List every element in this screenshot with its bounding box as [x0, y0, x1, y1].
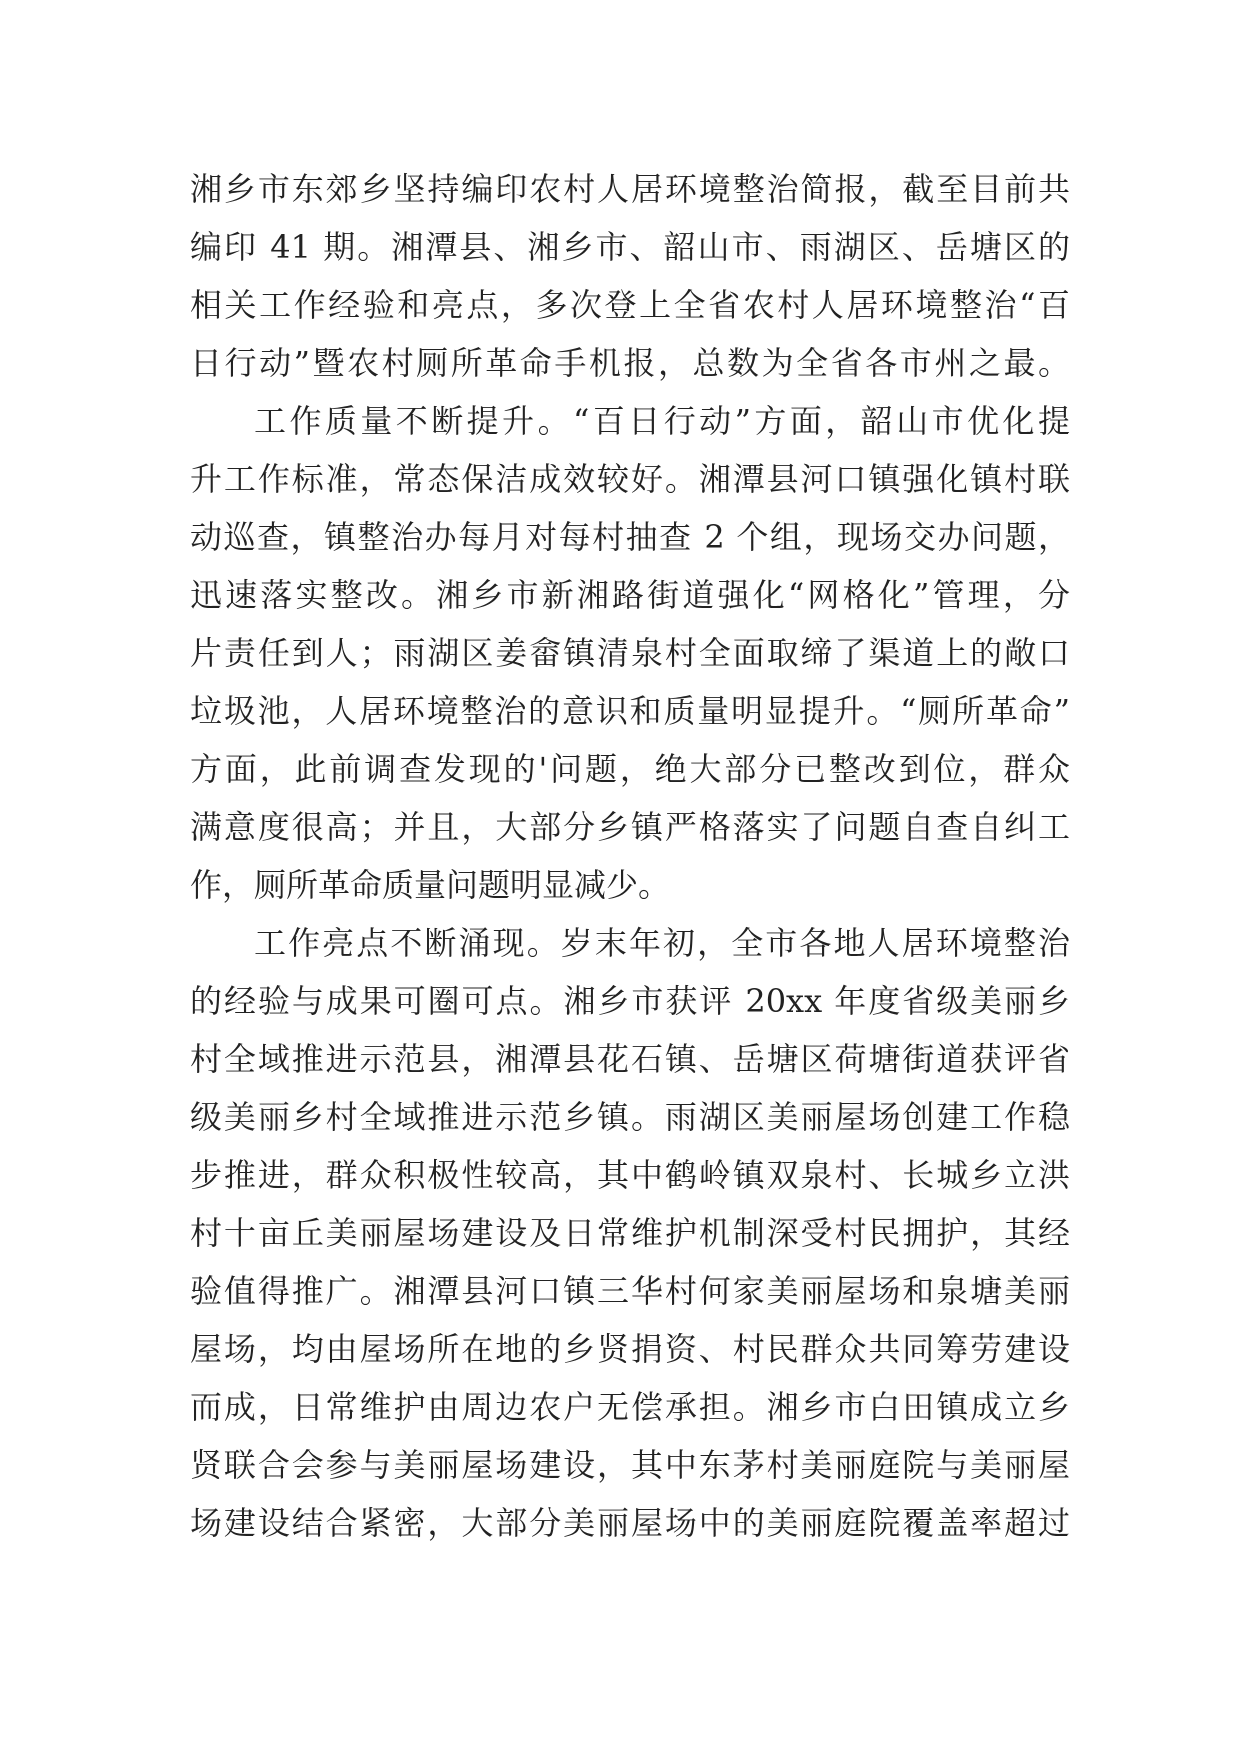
text-line: 验值得推广。湘潭县河口镇三华村何家美丽屋场和泉塘美丽 [190, 1272, 1070, 1310]
text-line: 村全域推进示范县，湘潭县花石镇、岳塘区荷塘街道获评省 [190, 1040, 1070, 1078]
text-line: 日行动”暨农村厕所革命手机报，总数为全省各市州之最。 [190, 344, 1070, 382]
text-line: 贤联合会参与美丽屋场建设，其中东茅村美丽庭院与美丽屋 [190, 1446, 1070, 1484]
text-line: 升工作标准，常态保洁成效较好。湘潭县河口镇强化镇村联 [190, 460, 1070, 498]
text-line: 垃圾池，人居环境整治的意识和质量明显提升。“厕所革命” [190, 692, 1070, 730]
text-line: 满意度很高；并且，大部分乡镇严格落实了问题自查自纠工 [190, 808, 1070, 846]
text-line: 的经验与成果可圈可点。湘乡市获评 20xx 年度省级美丽乡 [190, 982, 1070, 1020]
text-line: 方面，此前调查发现的'问题，绝大部分已整改到位，群众 [190, 750, 1070, 788]
text-line: 动巡查，镇整治办每月对每村抽查 2 个组，现场交办问题， [190, 518, 1070, 556]
text-line: 而成，日常维护由周边农户无偿承担。湘乡市白田镇成立乡 [190, 1388, 1070, 1426]
text-line: 迅速落实整改。湘乡市新湘路街道强化“网格化”管理，分 [190, 576, 1070, 614]
text-line: 工作亮点不断涌现。岁末年初，全市各地人居环境整治 [254, 924, 1070, 962]
text-line: 湘乡市东郊乡坚持编印农村人居环境整治简报，截至目前共 [190, 170, 1070, 208]
text-line: 级美丽乡村全域推进示范乡镇。雨湖区美丽屋场创建工作稳 [190, 1098, 1070, 1136]
text-line: 工作质量不断提升。“百日行动”方面，韶山市优化提 [254, 402, 1070, 440]
document-body [190, 160, 1070, 1552]
text-line: 编印 41 期。湘潭县、湘乡市、韶山市、雨湖区、岳塘区的 [190, 228, 1070, 266]
paragraph-2 [190, 392, 1070, 914]
paragraph-1 [190, 160, 1070, 392]
text-line: 村十亩丘美丽屋场建设及日常维护机制深受村民拥护，其经 [190, 1214, 1070, 1252]
text-line: 屋场，均由屋场所在地的乡贤捐资、村民群众共同筹劳建设 [190, 1330, 1070, 1368]
paragraph-3 [190, 914, 1070, 1552]
text-line: 片责任到人；雨湖区姜畲镇清泉村全面取缔了渠道上的敞口 [190, 634, 1070, 672]
text-line: 场建设结合紧密，大部分美丽屋场中的美丽庭院覆盖率超过 [190, 1504, 1070, 1542]
text-line: 作，厕所革命质量问题明显减少。 [190, 866, 671, 904]
text-line: 相关工作经验和亮点，多次登上全省农村人居环境整治“百 [190, 286, 1070, 324]
text-line: 步推进，群众积极性较高，其中鹤岭镇双泉村、长城乡立洪 [190, 1156, 1070, 1194]
